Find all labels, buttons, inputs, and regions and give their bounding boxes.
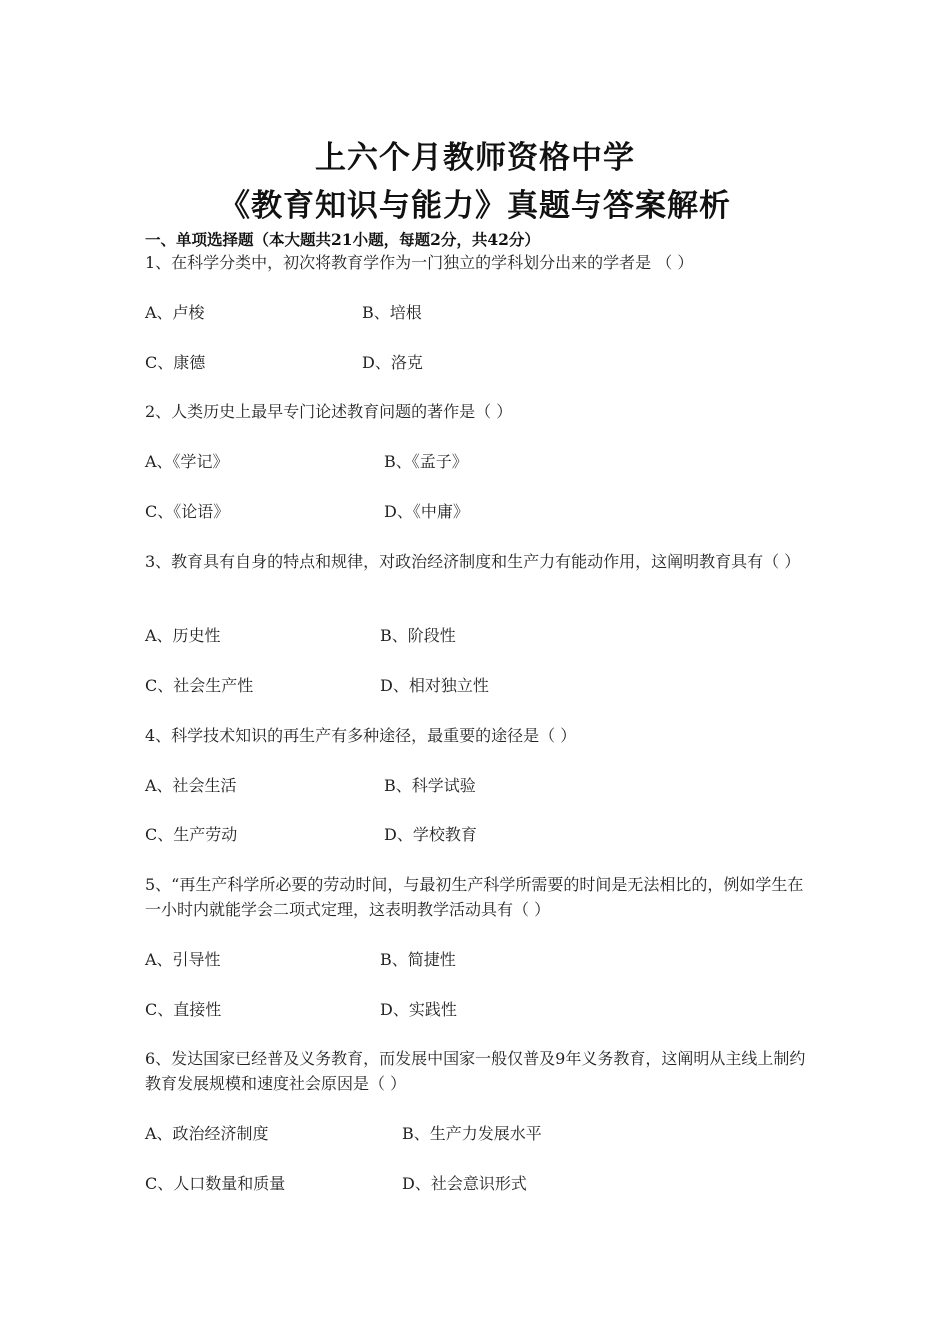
question-3-option-c: C、社会生产性: [145, 676, 254, 695]
question-2-option-a: A、《学记》: [145, 452, 229, 471]
question-1-text: 1、在科学分类中，初次将教育学作为一门独立的学科划分出来的学者是 （ ）: [145, 253, 694, 272]
question-4-option-d: D、学校教育: [384, 825, 477, 844]
question-5-option-d: D、实践性: [380, 1000, 457, 1019]
question-6-option-a: A、政治经济制度: [145, 1124, 269, 1143]
question-2-option-d: D、《中庸》: [384, 502, 469, 521]
question-5-option-a: A、引导性: [145, 950, 221, 969]
question-2-option-c: C、《论语》: [145, 502, 230, 521]
document-title-line-2: 《教育知识与能力》真题与答案解析: [219, 188, 731, 224]
question-5-option-c: C、直接性: [145, 1000, 222, 1019]
section-heading: 一、单项选择题（本大题共21小题，每题2分，共42分）: [145, 230, 540, 249]
question-1-option-a: A、卢梭: [145, 303, 205, 322]
question-6-option-c: C、人口数量和质量: [145, 1174, 286, 1193]
question-5-text: 5、“再生产科学所必要的劳动时间，与最初生产科学所需要的时间是无法相比的，例如学生在一小时内就能学会二项式定理，这表明教学活动具有（ ）: [145, 875, 804, 919]
question-6-text: 6、发达国家已经普及义务教育，而发展中国家一般仅普及9年义务教育，这阐明从主线上制约教育发展规模和速度社会原因是（ ）: [145, 1049, 806, 1093]
question-6-option-d: D、社会意识形式: [402, 1174, 527, 1193]
question-2-option-b: B、《孟子》: [384, 452, 468, 471]
question-4-text: 4、科学技术知识的再生产有多种途径，最重要的途径是（ ）: [145, 726, 577, 745]
question-4-option-c: C、生产劳动: [145, 825, 238, 844]
question-4-option-a: A、社会生活: [145, 776, 237, 795]
question-2-text: 2、人类历史上最早专门论述教育问题的著作是（ ）: [145, 402, 513, 421]
question-5-option-b: B、简捷性: [380, 950, 456, 969]
question-3-option-a: A、历史性: [145, 626, 221, 645]
question-3-text: 3、教育具有自身的特点和规律，对政治经济制度和生产力有能动作用，这阐明教育具有（ ）: [145, 552, 801, 571]
question-4-option-b: B、科学试验: [384, 776, 476, 795]
question-3-option-b: B、阶段性: [380, 626, 456, 645]
question-6-option-b: B、生产力发展水平: [402, 1124, 542, 1143]
document-title-line-1: 上六个月教师资格中学: [315, 140, 635, 176]
question-1-option-b: B、培根: [362, 303, 422, 322]
question-1-option-c: C、康德: [145, 353, 206, 372]
question-1-option-d: D、洛克: [362, 353, 423, 372]
question-3-option-d: D、相对独立性: [380, 676, 489, 695]
